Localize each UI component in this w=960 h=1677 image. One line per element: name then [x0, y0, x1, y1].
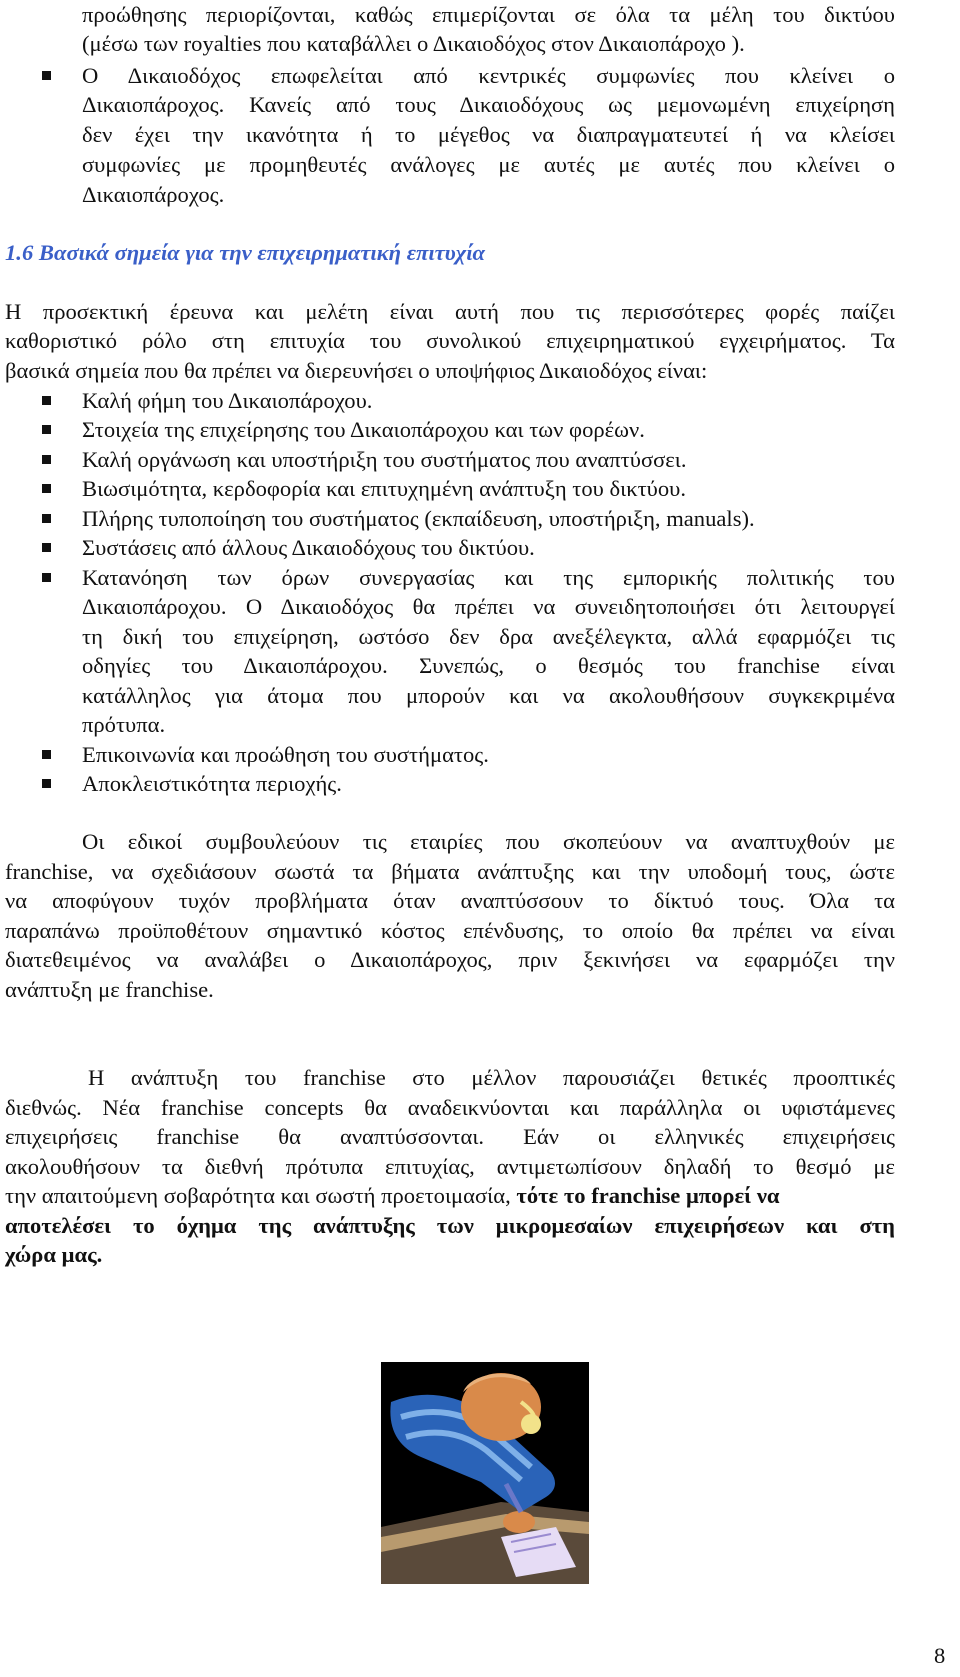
text-line: δεν έχει την ικανότητα ή το μέγεθος να διαπραγματευτεί ή να κλείσει: [82, 122, 895, 147]
list-item: Βιωσιμότητα, κερδοφορία και επιτυχημένη ανάπτυξη του δικτύου.: [82, 476, 686, 501]
text-line: Η προσεκτική έρευνα και μελέτη είναι αυτή που τις περισσότερες φορές παίζει: [5, 299, 895, 324]
text-line: διατεθειμένος να αναλάβει ο Δικαιοπάροχος, πριν ξεκινήσει να εφαρμόζει την: [5, 947, 895, 972]
bold-text-line: αποτελέσει το όχημα της ανάπτυξης των μικρομεσαίων επιχειρήσεων και στη: [5, 1213, 895, 1238]
text-line: οδηγίες του Δικαιοπάροχου. Συνεπώς, ο θεσμός του franchise είναι: [82, 653, 895, 678]
bullet-icon: [42, 455, 51, 464]
text-line: καθοριστικό ρόλο στη επιτυχία του συνολικού επιχειρηματικού εγχειρήματος. Τα: [5, 328, 895, 353]
bullet-icon: [42, 750, 51, 759]
text-line: Οι εδικοί συμβουλεύουν τις εταιρίες που σκοπεύουν να αναπτυχθούν με: [82, 829, 895, 854]
text-line: Η ανάπτυξη του franchise στο μέλλον παρουσιάζει θετικές προοπτικές: [88, 1065, 895, 1090]
text-line: Δικαιοπάροχος. Κανείς από τους Δικαιοδόχους ως μεμονωμένη επιχείρηση: [82, 92, 895, 117]
text-line: Δικαιοπάροχος.: [82, 182, 225, 207]
list-item: Αποκλειστικότητα περιοχής.: [82, 771, 342, 796]
text-line: τη δική του επιχείρηση, ωστόσο δεν δρα ανεξέλεγκτα, αλλά εφαρμόζει τις: [82, 624, 895, 649]
list-item: Καλή φήμη του Δικαιοπάροχου.: [82, 388, 373, 413]
text-line: ανάπτυξη με franchise.: [5, 977, 214, 1002]
list-item: Συστάσεις από άλλους Δικαιοδόχους του δικτύου.: [82, 535, 535, 560]
text-line: [5, 1180, 780, 1211]
clipart-illustration: [381, 1362, 589, 1584]
bullet-icon: [42, 396, 51, 405]
text-line: Δικαιοπάροχου. Ο Δικαιοδόχος θα πρέπει να συνειδητοποιήσει ότι λειτουργεί: [82, 594, 895, 619]
text-line: βασικά σημεία που θα πρέπει να διερευνήσει ο υποψήφιος Δικαιοδόχος είναι:: [5, 358, 708, 383]
bullet-icon: [42, 484, 51, 493]
text-line: πρότυπα.: [82, 712, 166, 737]
text-line: προώθησης περιορίζονται, καθώς επιμερίζονται σε όλα τα μέλη του δικτύου: [82, 2, 895, 27]
bullet-icon: [42, 573, 51, 582]
list-item: Πλήρης τυποποίηση του συστήματος (εκπαίδευση, υποστήριξη, manuals).: [82, 506, 755, 531]
text-line: να αποφύγουν τυχόν προβλήματα όταν αναπτύσσουν το δίκτυό τους. Όλα τα: [5, 888, 895, 913]
bullet-icon: [42, 514, 51, 523]
list-item: Καλή οργάνωση και υποστήριξη του συστήματος που αναπτύσσει.: [82, 447, 687, 472]
bullet-icon: [42, 779, 51, 788]
bullet-icon: [42, 543, 51, 552]
list-item: Στοιχεία της επιχείρησης του Δικαιοπάροχου και των φορέων.: [82, 417, 645, 442]
clipart-image: [381, 1362, 589, 1584]
section-heading: 1.6 Βασικά σημεία για την επιχειρηματική επιτυχία: [5, 240, 485, 265]
page-number: 8: [934, 1643, 946, 1668]
list-item: Επικοινωνία και προώθηση του συστήματος.: [82, 742, 489, 767]
text-run: την απαιτούμενη σοβαρότητα και σωστή προετοιμασία,: [5, 1183, 517, 1208]
text-line: παραπάνω προϋποθέτουν σημαντικό κόστος επένδυσης, το οποίο θα πρέπει να είναι: [5, 918, 895, 943]
text-line: Κατανόηση των όρων συνεργασίας και της εμπορικής πολιτικής του: [82, 565, 895, 590]
bullet-icon: [42, 425, 51, 434]
text-line: (μέσω των royalties που καταβάλλει ο Δικαιοδόχος στον Δικαιοπάροχο ).: [82, 31, 745, 56]
text-line: ακολουθήσουν τα διεθνή πρότυπα επιτυχίας, αντιμετωπίσουν δηλαδή το θεσμό με: [5, 1154, 895, 1179]
text-line: franchise, να σχεδιάσουν σωστά τα βήματα ανάπτυξης και την υποδομή τους, ώστε: [5, 859, 895, 884]
text-line: συμφωνίες με προμηθευτές ανάλογες με αυτές με αυτές που κλείνει ο: [82, 152, 895, 177]
bold-text-line: χώρα μας.: [5, 1242, 103, 1267]
bullet-icon: [42, 71, 51, 80]
text-line: διεθνώς. Νέα franchise concepts θα αναδεικνύονται και παράλληλα οι υφιστάμενες: [5, 1095, 895, 1120]
text-line: κατάλληλος για άτομα που μπορούν και να ακολουθήσουν συγκεκριμένα: [82, 683, 895, 708]
text-line: επιχειρήσεις franchise θα αναπτύσσονται. Εάν οι ελληνικές επιχειρήσεις: [5, 1124, 895, 1149]
text-line: Ο Δικαιοδόχος επωφελείται από κεντρικές συμφωνίες που κλείνει ο: [82, 63, 895, 88]
bold-text-run: τότε το franchise μπορεί να: [516, 1183, 780, 1208]
